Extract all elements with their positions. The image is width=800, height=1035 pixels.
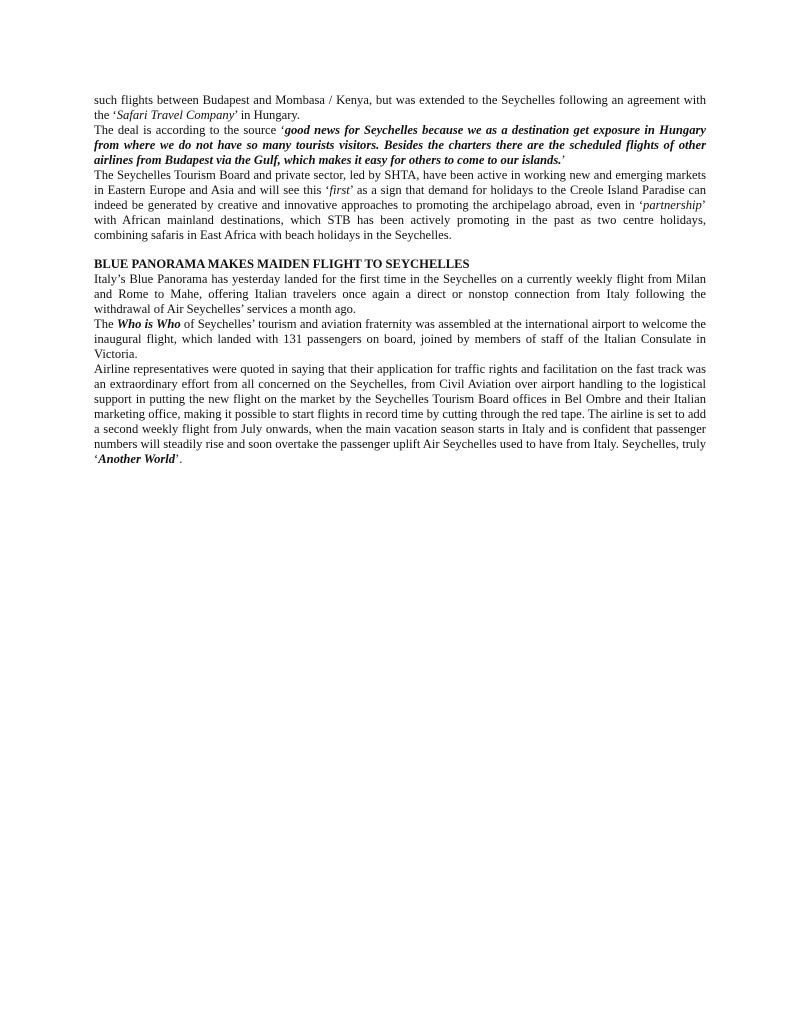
bold-italic-another-world: Another World xyxy=(98,452,176,466)
paragraph-tourism-board xyxy=(94,168,706,243)
text-run: ’ with African mainland destinations, which STB has been actively promoting in the past as two centre holidays, combining safaris in East Africa with beach holidays in the Seychelles. xyxy=(94,198,706,242)
paragraph-deal-quote xyxy=(94,123,706,168)
paragraph-blue-panorama-intro: Italy’s Blue Panorama has yesterday landed for the first time in the Seychelles on a currently weekly flight from Milan and Rome to Mahe, offering Italian travelers once again a direct or nonstop connection from Italy following the withdrawal of Air Seychelles’ services a month ago. xyxy=(94,272,706,316)
italic-company-name: Safari Travel Company xyxy=(116,108,235,122)
text-run: ’. xyxy=(175,452,183,466)
text-run: The Seychelles Tourism Board and private sector, led by SHTA, have been active in working new and emerging markets in Eastern Europe and Asia and will see this ‘ xyxy=(94,168,706,197)
text-run: ’ xyxy=(561,153,566,167)
bold-italic-who-is-who: Who is Who xyxy=(116,317,181,331)
text-run: ’ in Hungary. xyxy=(234,108,301,122)
text-run: such flights between Budapest and Mombasa / Kenya, but was extended to the Seychelles following an agreement with the ‘ xyxy=(94,93,706,122)
text-run: ’ as a sign that demand for holidays to the Creole Island Paradise can indeed be generated by creative and innovative approaches to promoting the archipelago abroad, even in ‘ xyxy=(94,183,706,212)
paragraph-airline-representatives xyxy=(94,362,706,467)
paragraph-spacer xyxy=(94,243,706,257)
text-run: The deal is according to the source ‘ xyxy=(94,123,285,137)
article-heading: BLUE PANORAMA MAKES MAIDEN FLIGHT TO SEYCHELLES xyxy=(94,257,470,271)
text-run: of Seychelles’ tourism and aviation fraternity was assembled at the international airport to welcome the inaugural flight, which landed with 131 passengers on board, joined by members of staff of the Italian Consulate in Victoria. xyxy=(94,317,706,361)
document-page xyxy=(94,93,706,467)
text-run: The xyxy=(94,317,117,331)
italic-word-first: first xyxy=(329,183,350,197)
bold-italic-quote: good news for Seychelles because we as a destination get exposure in Hungary from where we do not have so many tourists visitors. Besides the charters there are the scheduled flights of other airlines from Budapest via the Gulf, which makes it easy for others to come to our islands. xyxy=(94,123,706,167)
paragraph-charter-agreement xyxy=(94,93,706,123)
italic-word-partnership: partnership xyxy=(643,198,702,212)
text-run: Airline representatives were quoted in saying that their application for traffic rights and facilitation on the fast track was an extraordinary effort from all concerned on the Seychelles, from Civil Aviation over airport handling to the logistical support in putting the new flight on the market by the Seychelles Tourism Board offices in Bel Ombre and their Italian marketing office, making it possible to start flights in record time by cutting through the red tape. The airline is set to add a second weekly flight from July onwards, when the main vacation season starts in Italy and is confident that passenger numbers will steadily rise and soon overtake the passenger uplift Air Seychelles used to have from Italy. Seychelles, truly ‘ xyxy=(94,362,706,466)
paragraph-who-is-who xyxy=(94,317,706,362)
